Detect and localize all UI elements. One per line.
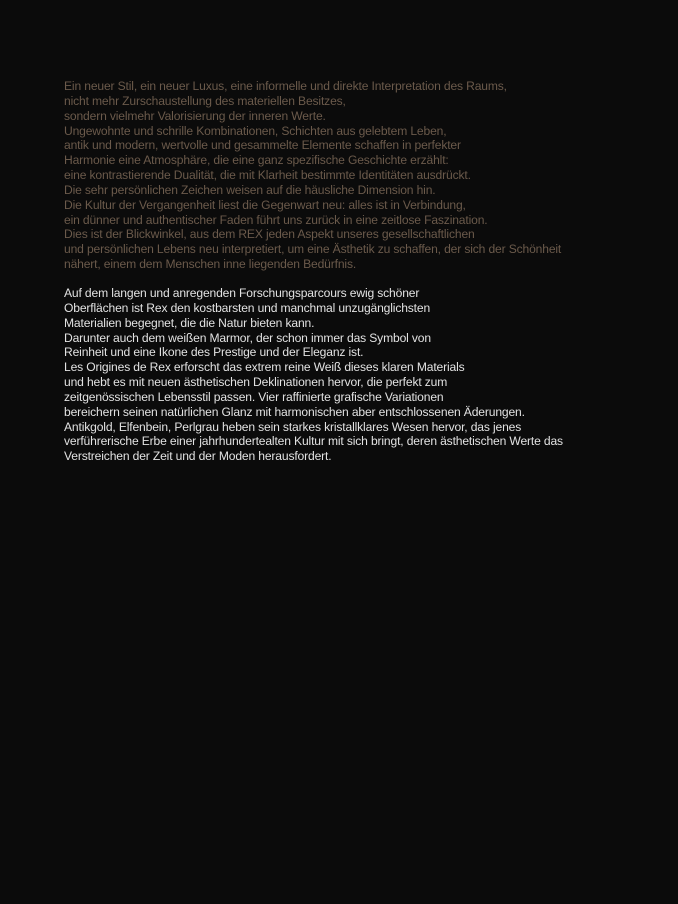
body-line: verführerische Erbe einer jahrhundertealten Kultur mit sich bringt, deren ästhetischen Werte das xyxy=(64,434,563,449)
body-line: Les Origines de Rex erforscht das extrem reine Weiß dieses klaren Materials xyxy=(64,360,465,375)
body-line: Materialien begegnet, die die Natur bieten kann. xyxy=(64,315,315,330)
body-line: Verstreichen der Zeit und der Moden herausfordert. xyxy=(64,449,332,464)
body-line: zeitgenössischen Lebensstil passen. Vier raffinierte grafische Variationen xyxy=(64,389,444,404)
intro-line: nähert, einem dem Menschen inne liegenden Bedürfnis. xyxy=(64,257,357,272)
intro-line: Ein neuer Stil, ein neuer Luxus, eine informelle und direkte Interpretation des Raums, xyxy=(64,79,507,93)
intro-line: eine kontrastierende Dualität, die mit Klarheit bestimmte Identitäten ausdrückt. xyxy=(64,168,471,183)
body-line: Antikgold, Elfenbein, Perlgrau heben sein starkes kristallklares Wesen hervor, das jenes xyxy=(64,419,522,434)
intro-line: und persönlichen Lebens neu interpretiert, um eine Ästhetik zu schaffen, der sich der Schönheit xyxy=(64,242,562,257)
intro-line: sondern vielmehr Valorisierung der inneren Werte. xyxy=(64,108,326,123)
intro-paragraph xyxy=(64,79,664,272)
intro-line: Die Kultur der Vergangenheit liest die Gegenwart neu: alles ist in Verbindung, xyxy=(64,197,466,212)
intro-line: Harmonie eine Atmosphäre, die eine ganz spezifische Geschichte erzählt: xyxy=(64,153,449,168)
body-line: Auf dem langen und anregenden Forschungsparcours ewig schöner xyxy=(64,286,420,300)
intro-line: Die sehr persönlichen Zeichen weisen auf die häusliche Dimension hin. xyxy=(64,182,436,197)
intro-line: antik und modern, wertvolle und gesammelte Elemente schaffen in perfekter xyxy=(64,138,461,153)
intro-line: ein dünner und authentischer Faden führt uns zurück in eine zeitlose Faszination. xyxy=(64,212,488,227)
intro-line: Ungewohnte und schrille Kombinationen, Schichten aus gelebtem Leben, xyxy=(64,123,447,138)
body-line: Reinheit und eine Ikone des Prestige und der Eleganz ist. xyxy=(64,345,364,360)
body-line: Oberflächen ist Rex den kostbarsten und manchmal unzugänglichsten xyxy=(64,300,431,315)
body-line: bereichern seinen natürlichen Glanz mit harmonischen aber entschlossenen Äderungen. xyxy=(64,404,525,419)
body-paragraph xyxy=(64,286,664,464)
body-line: Darunter auch dem weißen Marmor, der schon immer das Symbol von xyxy=(64,330,431,345)
intro-line: Dies ist der Blickwinkel, aus dem REX jeden Aspekt unseres gesellschaftlichen xyxy=(64,227,475,242)
intro-line: nicht mehr Zurschaustellung des materiellen Besitzes, xyxy=(64,93,346,108)
body-line: und hebt es mit neuen ästhetischen Deklinationen hervor, die perfekt zum xyxy=(64,375,448,390)
